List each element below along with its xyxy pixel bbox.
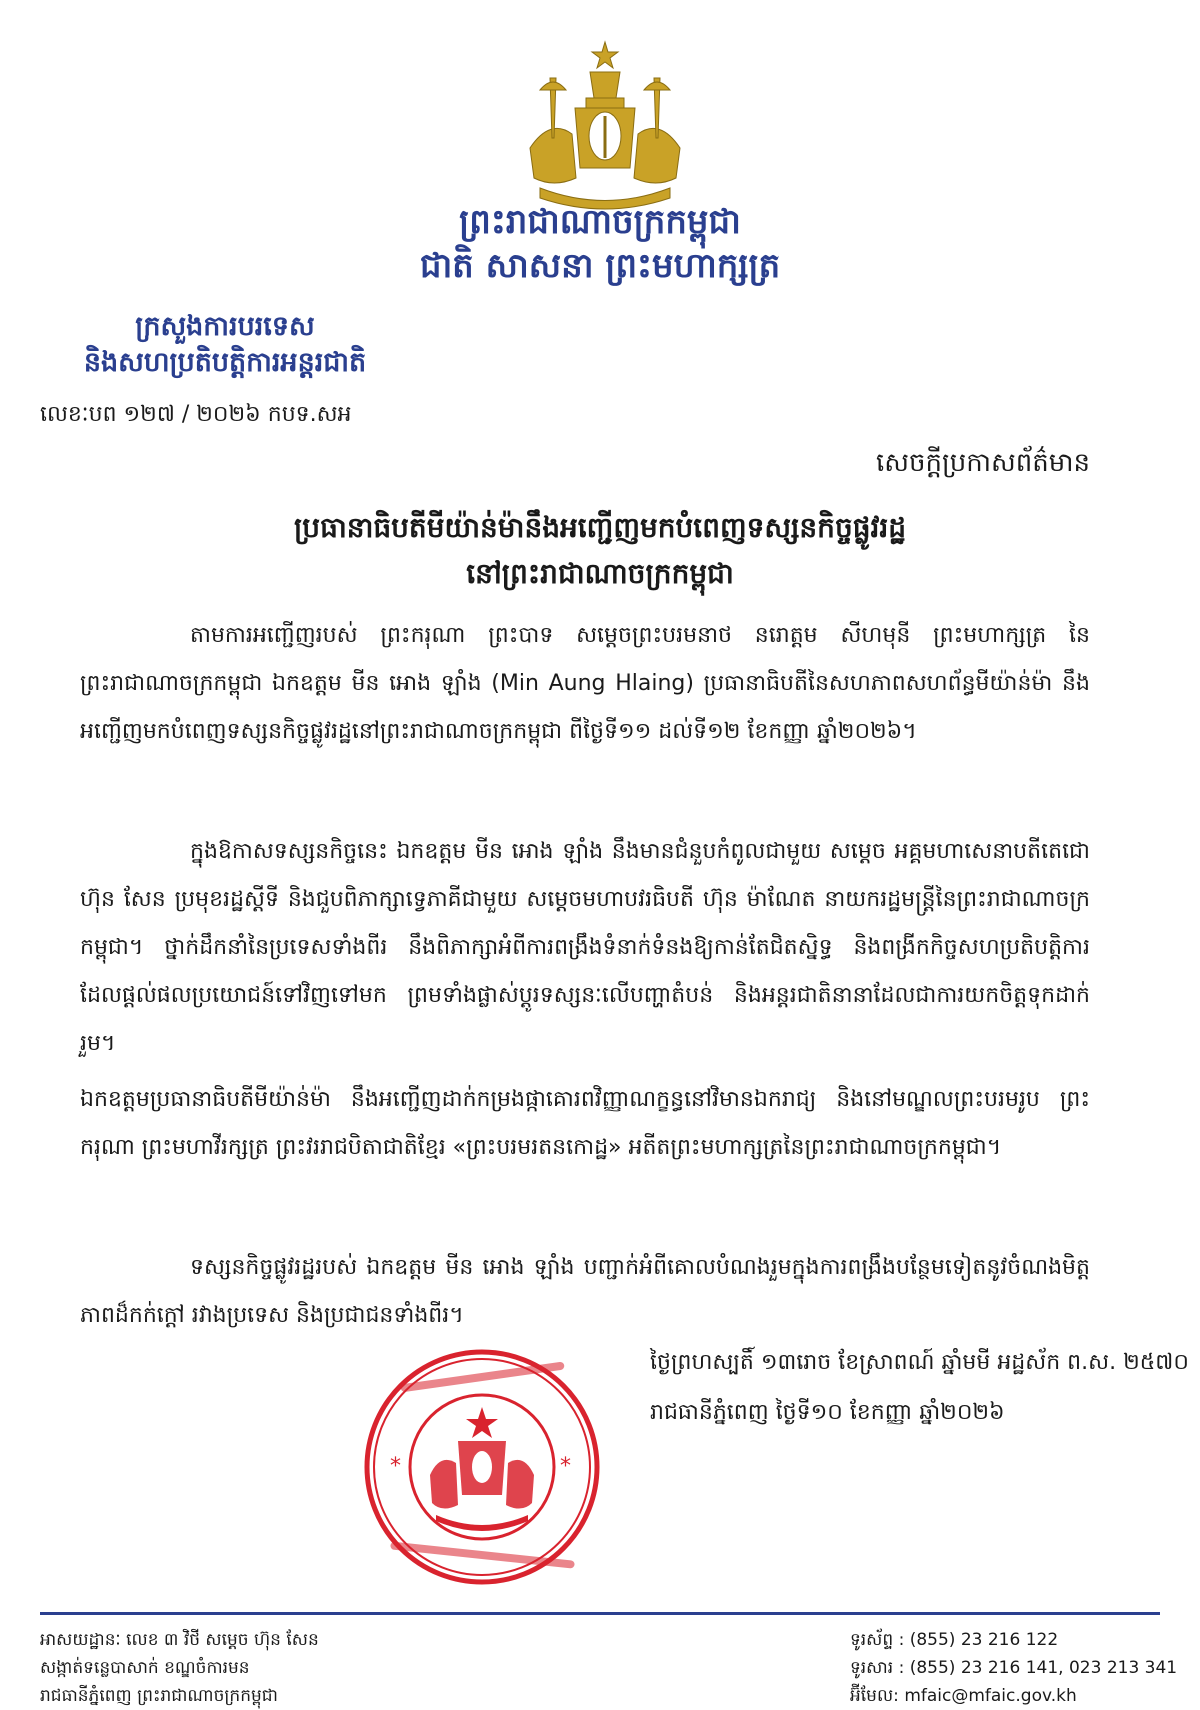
- document-title-line2: នៅព្រះរាជាណាចក្រកម្ពុជា: [466, 557, 734, 590]
- document-title-line1: ប្រធានាធិបតីមីយ៉ាន់ម៉ានឹងអញ្ជើញមកបំពេញទស្សនកិច្ចផ្លូវរដ្ឋ: [293, 511, 907, 544]
- address-line1: អាសយដ្ឋានៈ លេខ ៣ វិថី សម្តេច ហ៊ុន សែន: [40, 1630, 319, 1650]
- paragraph-wreath-laying: ឯកឧត្តមប្រធានាធិបតីមីយ៉ាន់ម៉ា នឹងអញ្ជើញដាក់កម្រងផ្កាគោរពវិញ្ញាណក្ខន្ធនៅវិមានឯករាជ្យ និងនៅមណ្ឌលព្រះបរមរូប ព្រះករុណា ព្រះមហាវីរក្សត្រ ព្រះវររាជបិតាជាតិខ្មែរ «ព្រះបរមរតនកោដ្ឋ» អតីតព្រះមហាក្សត្រនៃព្រះរាជាណាចក្រកម្ពុជា។: [80, 1087, 1090, 1160]
- email-row: [850, 1682, 1177, 1710]
- document-type: សេចក្តីប្រកាសព័ត៌មាន: [875, 448, 1090, 478]
- ministry-name-line2: និងសហប្រតិបត្តិការអន្តរជាតិ: [83, 347, 367, 378]
- address-line3: រាជធានីភ្នំពេញ ព្រះរាជាណាចក្រកម្ពុជា: [40, 1686, 278, 1706]
- paragraph-purpose: ទស្សនកិច្ចផ្លូវរដ្ឋរបស់ ឯកឧត្តម មីន អោង ឡាំង បញ្ជាក់អំពីគោលបំណងរួមក្នុងការពង្រឹងបន្ថែមទៀតនូវចំណងមិត្តភាពដ៏កក់ក្តៅ រវាងប្រទេស និងប្រជាជនទាំងពីរ។: [80, 1255, 1090, 1328]
- fax-number: (855) 23 216 141, 023 213 341: [909, 1658, 1178, 1678]
- phone-number: (855) 23 216 122: [909, 1630, 1059, 1650]
- email-address[interactable]: mfaic@mfaic.gov.kh: [904, 1686, 1077, 1706]
- phone-row: [850, 1626, 1177, 1654]
- email-label: អ៊ីមែល:: [850, 1686, 899, 1706]
- svg-text:*: *: [390, 1454, 401, 1479]
- footer-address: [40, 1626, 319, 1710]
- kingdom-name: ព្រះរាជាណាចក្រកម្ពុជា: [459, 202, 741, 242]
- ministry-name-line1: ក្រសួងការបរទេស: [135, 311, 315, 342]
- phone-label: ទូរស័ព្ទ :: [850, 1630, 905, 1650]
- kingdom-motto: ជាតិ សាសនា ព្រះមហាក្សត្រ: [419, 246, 781, 286]
- fax-label: ទូរសារ :: [850, 1658, 905, 1678]
- fax-row: [850, 1654, 1177, 1682]
- lunar-date: ថ្ងៃព្រហស្បតិ៍ ១៣រោច ខែស្រាពណ៍ ឆ្នាំមមី អដ្ឋស័ក ព.ស. ២៥៧០: [650, 1350, 1189, 1375]
- paragraph-invitation: តាមការអញ្ជើញរបស់ ព្រះករុណា ព្រះបាទ សម្តេចព្រះបរមនាថ នរោត្តម សីហមុនី ព្រះមហាក្សត្រ នៃព្រះរាជាណាចក្រកម្ពុជា ឯកឧត្តម មីន អោង ឡាំង (Min Aung Hlaing) ប្រធានាធិបតីនៃសហភាពសហព័ន្ធមីយ៉ាន់ម៉ា នឹងអញ្ជើញមកបំពេញទស្សនកិច្ចផ្លូវរដ្ឋនៅព្រះរាជាណាចក្រកម្ពុជា ពីថ្ងៃទី១១ ដល់ទី១២ ខែកញ្ញា ឆ្នាំ២០២៦។: [80, 623, 1090, 744]
- solar-date: រាជធានីភ្នំពេញ ថ្ងៃទី១០ ខែកញ្ញា ឆ្នាំ២០២៦: [650, 1400, 1005, 1425]
- reference-number: លេខៈបព ១២៧ / ២០២៦ កបទ.សអ: [40, 402, 352, 427]
- address-line2: សង្កាត់ទន្លេបាសាក់ ខណ្ឌចំការមន: [40, 1658, 250, 1678]
- svg-text:*: *: [560, 1454, 571, 1479]
- footer-contacts: [850, 1626, 1177, 1710]
- paragraph-meetings: ក្នុងឱកាសទស្សនកិច្ចនេះ ឯកឧត្តម មីន អោង ឡាំង នឹងមានជំនួបកំពូលជាមួយ សម្តេច អគ្គមហាសេនាបតីតេជោ ហ៊ុន សែន ប្រមុខរដ្ឋស្តីទី និងជួបពិភាក្សាទ្វេភាគីជាមួយ សម្តេចមហាបវរធិបតី ហ៊ុន ម៉ាណែត នាយករដ្ឋមន្ត្រីនៃព្រះរាជាណាចក្រកម្ពុជា។ ថ្នាក់ដឹកនាំនៃប្រទេសទាំងពីរ នឹងពិភាក្សាអំពីការពង្រឹងទំនាក់ទំនងឱ្យកាន់តែជិតស្និទ្ធ និងពង្រីកកិច្ចសហប្រតិបត្តិការដែលផ្តល់ផលប្រយោជន៍ទៅវិញទៅមក ព្រមទាំងផ្លាស់ប្តូរទស្សនៈលើបញ្ហាតំបន់ និងអន្តរជាតិនានាដែលជាការយកចិត្តទុកដាក់រួម។: [80, 839, 1090, 1056]
- royal-crest-emblem: [520, 38, 690, 218]
- footer-divider: [40, 1612, 1160, 1615]
- official-seal-stamp: [360, 1345, 605, 1590]
